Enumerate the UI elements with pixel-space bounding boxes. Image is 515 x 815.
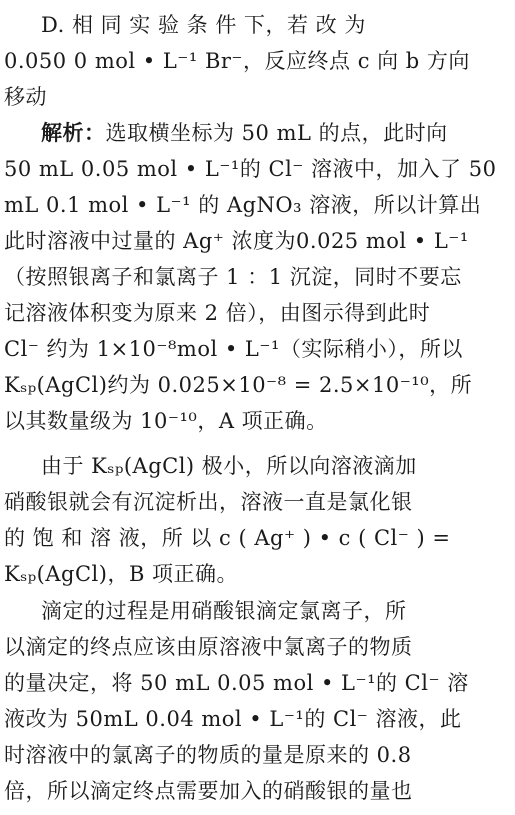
option-d-text-2: 0.050 0 mol • L⁻¹ Br⁻，反应终点 c 向 b 方向 (4, 49, 470, 73)
paragraph-c-line-2 (0, 630, 515, 664)
option-d-line-2 (0, 44, 515, 78)
paragraph-b-text-4: Kₛₚ(AgCl)，B 项正确。 (4, 562, 239, 586)
analysis-label: 解析： (41, 121, 106, 145)
paragraph-c-line-4 (0, 702, 515, 736)
analysis-line-3 (0, 188, 515, 222)
paragraph-c-text-3: 的量决定，将 50 mL 0.05 mol • L⁻¹的 Cl⁻ 溶 (4, 671, 469, 695)
analysis-text-3: mL 0.1 mol • L⁻¹ 的 AgNO₃ 溶液，所以计算出 (4, 193, 482, 217)
paragraph-b-line-3 (0, 521, 515, 555)
analysis-line-8 (0, 368, 515, 402)
analysis-line-4 (0, 224, 515, 258)
analysis-text-6: 记溶液体积变为原来 2 倍），由图示得到此时 (4, 301, 431, 325)
paragraph-b-text-1: 由于 Kₛₚ(AgCl) 极小，所以向溶液滴加 (41, 454, 417, 478)
paragraph-c-line-3 (0, 666, 515, 700)
paragraph-b-text-3: 的 饱 和 溶 液，所 以 c ( Ag⁺ ) • c ( Cl⁻ ) = (4, 526, 451, 550)
analysis-first-line (41, 116, 448, 150)
paragraph-b-text-2: 硝酸银就会有沉淀析出，溶液一直是氯化银 (4, 490, 413, 514)
analysis-text-4: 此时溶液中过量的 Ag⁺ 浓度为0.025 mol • L⁻¹ (4, 229, 469, 253)
analysis-line-6 (0, 296, 515, 330)
paragraph-b-line-1 (0, 449, 515, 483)
analysis-text-7: Cl⁻ 约为 1×10⁻⁸mol • L⁻¹（实际稍小），所以 (4, 337, 463, 361)
analysis-text-1: 选取横坐标为 50 mL 的点，此时向 (105, 121, 448, 145)
paragraph-b-line-2 (0, 485, 515, 519)
analysis-text-2: 50 mL 0.05 mol • L⁻¹的 Cl⁻ 溶液中，加入了 50 (4, 157, 497, 181)
analysis-text-9: 以其数量级为 10⁻¹⁰，A 项正确。 (4, 409, 328, 433)
analysis-text-5: （按照银离子和氯离子 1 ：1 沉淀，同时不要忘 (4, 265, 462, 289)
option-d-text-1: D. 相 同 实 验 条 件 下，若 改 为 (41, 13, 366, 37)
paragraph-c-text-6: 倍，所以滴定终点需要加入的硝酸银的量也 (4, 779, 413, 803)
option-d-text-3: 移动 (4, 85, 47, 109)
paragraph-c-text-1: 滴定的过程是用硝酸银滴定氯离子，所 (41, 599, 407, 623)
paragraph-c-line-6 (0, 774, 515, 808)
analysis-line-7 (0, 332, 515, 366)
paragraph-c-text-5: 时溶液中的氯离子的物质的量是原来的 0.8 (4, 743, 412, 767)
analysis-line-5 (0, 260, 515, 294)
analysis-line-9 (0, 404, 515, 438)
paragraph-c-text-4: 液改为 50mL 0.04 mol • L⁻¹的 Cl⁻ 溶液，此 (4, 707, 462, 731)
option-d-line-3 (0, 80, 515, 114)
analysis-text-8: Kₛₚ(AgCl)约为 0.025×10⁻⁸ = 2.5×10⁻¹⁰，所 (4, 373, 473, 397)
analysis-line-2 (0, 152, 515, 186)
paragraph-c-line-5 (0, 738, 515, 772)
paragraph-c-text-2: 以滴定的终点应该由原溶液中氯离子的物质 (4, 635, 413, 659)
analysis-line-1 (0, 116, 515, 150)
paragraph-b-line-4 (0, 557, 515, 591)
option-d-line-1 (0, 8, 515, 42)
paragraph-c-line-1 (0, 594, 515, 628)
